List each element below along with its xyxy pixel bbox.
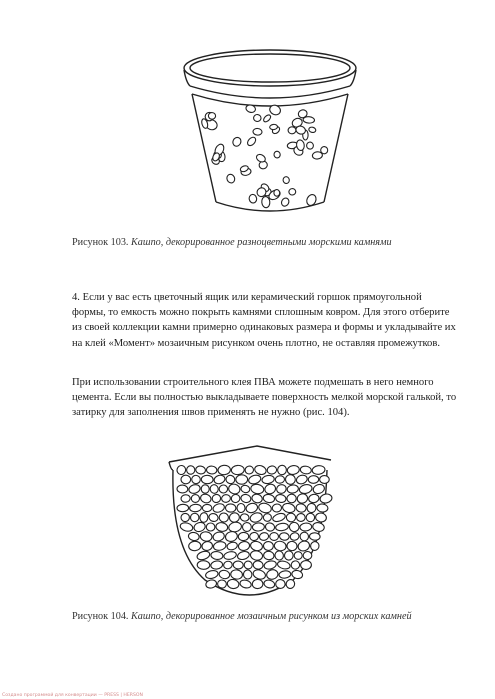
pebble xyxy=(277,560,291,570)
pebble xyxy=(233,561,244,569)
pebble xyxy=(186,465,195,475)
pebble xyxy=(221,494,231,503)
pebble xyxy=(253,114,261,122)
pebble xyxy=(177,504,189,512)
pot-drawing xyxy=(180,30,360,230)
pebble xyxy=(177,485,188,493)
pebble xyxy=(319,493,333,504)
pebble xyxy=(240,493,252,503)
pebble xyxy=(285,578,296,589)
pebble xyxy=(287,484,299,493)
pebble xyxy=(219,485,228,493)
pebble xyxy=(191,495,199,503)
pebble xyxy=(295,503,306,513)
pebble xyxy=(279,532,289,541)
pebble xyxy=(249,532,259,541)
pebble xyxy=(243,569,253,579)
pebble xyxy=(224,530,238,542)
pebble xyxy=(294,551,303,559)
pebble xyxy=(201,475,213,484)
pebble xyxy=(274,540,287,551)
pebble xyxy=(231,465,244,475)
pebble xyxy=(189,504,201,512)
pebble xyxy=(308,126,316,133)
pebble xyxy=(217,580,227,589)
pebble xyxy=(263,541,273,550)
pebble xyxy=(288,521,300,533)
pebble xyxy=(237,503,245,512)
pebble xyxy=(188,541,201,551)
pebble xyxy=(250,483,264,494)
pebble xyxy=(280,197,290,208)
pebble xyxy=(270,533,279,541)
pebble xyxy=(305,512,316,523)
pebble xyxy=(199,531,212,542)
pebble xyxy=(277,465,287,475)
pebble xyxy=(206,523,215,531)
pebble xyxy=(320,476,330,484)
paragraph-2: При использовании строительного клея ПВА можете подмешать в него немного цемента. Если вы полностью выкладываете поверхность мелкой морской галькой, то затирку для заполнения швов применять не нужно (рис. 104). xyxy=(72,377,457,419)
pebble xyxy=(312,522,325,533)
pebble xyxy=(263,551,274,561)
pebble xyxy=(212,502,226,513)
pebble xyxy=(213,474,226,485)
pebble xyxy=(282,502,296,514)
figure-103-number: Рисунок 103. xyxy=(72,237,129,248)
pebble xyxy=(295,474,308,485)
pebble xyxy=(275,523,289,532)
pebble xyxy=(253,560,264,569)
pebble xyxy=(300,465,312,474)
pebble xyxy=(263,513,272,522)
pebble xyxy=(191,475,201,485)
pebble xyxy=(208,112,216,119)
pebble xyxy=(181,513,190,522)
pebble xyxy=(254,464,268,476)
pebble xyxy=(188,483,201,494)
pebble xyxy=(181,494,191,502)
pebble xyxy=(206,466,217,475)
pebble xyxy=(312,465,326,475)
pebble xyxy=(258,502,273,515)
pebble xyxy=(317,504,329,513)
pebble xyxy=(250,540,264,552)
pebble xyxy=(215,522,228,533)
pebble xyxy=(276,580,286,589)
pebble xyxy=(205,579,217,589)
pebble xyxy=(202,504,212,512)
pebble xyxy=(284,550,294,560)
pebble xyxy=(272,504,282,513)
pebble xyxy=(197,561,210,570)
figure-103-illustration xyxy=(180,30,360,230)
pebble xyxy=(315,512,327,522)
pebble xyxy=(245,502,259,514)
pebble xyxy=(275,494,287,504)
pebble xyxy=(246,136,257,147)
pebble xyxy=(205,569,219,579)
figure-104-number: Рисунок 104. xyxy=(72,611,129,622)
pebble xyxy=(252,568,267,580)
pebble xyxy=(190,513,200,523)
pebble xyxy=(199,493,212,504)
pebble xyxy=(208,512,219,522)
pebble xyxy=(308,493,320,503)
figure-104-caption xyxy=(72,611,472,622)
pebble xyxy=(236,475,248,485)
pebble xyxy=(300,560,311,569)
pebble xyxy=(261,474,275,484)
pebble xyxy=(269,124,277,130)
pebble xyxy=(252,523,265,532)
pebble xyxy=(210,551,223,560)
pebble xyxy=(289,188,296,195)
pebble xyxy=(307,503,316,513)
pebble xyxy=(242,522,252,532)
pebble xyxy=(244,465,254,475)
pebble xyxy=(309,540,320,551)
pebble xyxy=(223,560,233,569)
pebble xyxy=(223,551,237,561)
pebble xyxy=(201,485,209,494)
pebble xyxy=(288,127,296,134)
pebble xyxy=(228,521,242,533)
pebble xyxy=(226,541,238,551)
pebble xyxy=(263,579,275,589)
pebble xyxy=(252,579,263,589)
pebble xyxy=(308,476,319,484)
pebble xyxy=(306,141,314,150)
pebble xyxy=(230,493,240,503)
pebble xyxy=(237,550,251,560)
pebble xyxy=(209,484,219,494)
pebble xyxy=(312,483,326,495)
figure-103-caption xyxy=(72,237,472,248)
pebble xyxy=(228,512,240,524)
mosaic-pot-drawing xyxy=(165,440,335,600)
pebble xyxy=(287,465,300,476)
figure-103-text: Кашпо, декорированное разноцветными морскими камнями xyxy=(131,237,392,248)
pebble xyxy=(176,465,187,476)
pebble xyxy=(218,569,230,579)
pebble xyxy=(230,569,243,580)
pebble xyxy=(218,465,231,475)
pebble xyxy=(286,541,297,552)
pebble xyxy=(276,483,288,494)
pebble xyxy=(225,173,236,184)
pebble xyxy=(239,579,252,589)
pebble xyxy=(264,522,275,532)
pebble xyxy=(272,512,287,523)
pebble xyxy=(240,484,250,493)
pebble xyxy=(279,570,291,578)
pebble xyxy=(199,512,208,522)
pebble xyxy=(286,513,296,522)
pebble xyxy=(238,532,249,541)
pebble xyxy=(296,493,309,505)
pebble xyxy=(243,560,253,570)
pebble xyxy=(297,540,311,553)
pebble xyxy=(188,531,200,541)
pebble xyxy=(264,483,277,495)
pebble xyxy=(309,532,320,540)
footer-watermark: Создано программой для конвертации — PRESS | HERSON xyxy=(2,693,143,698)
pebble xyxy=(179,521,193,532)
pebble xyxy=(290,560,300,570)
pebble xyxy=(227,579,240,590)
pebble xyxy=(211,493,221,503)
pebble xyxy=(213,541,227,551)
pebble xyxy=(210,560,223,570)
pebble xyxy=(181,475,191,484)
pebble xyxy=(274,550,284,561)
pebble xyxy=(267,465,277,474)
pebble xyxy=(251,493,263,504)
pebble xyxy=(283,176,290,184)
pebble xyxy=(303,551,312,559)
pebble xyxy=(231,136,242,147)
pebble xyxy=(250,550,264,562)
pebble xyxy=(253,128,263,135)
pebble xyxy=(285,474,297,486)
pebble xyxy=(238,541,251,552)
pebble xyxy=(228,483,241,495)
pebble xyxy=(289,532,299,541)
pebble xyxy=(195,465,206,474)
pebble xyxy=(275,475,285,483)
pebble xyxy=(263,560,277,571)
pebble xyxy=(312,151,323,159)
pebble xyxy=(240,513,250,522)
pebble xyxy=(300,523,313,532)
figure-104-illustration xyxy=(165,440,335,600)
pebble xyxy=(298,483,313,494)
figure-104-text: Кашпо, декорированное мозаичным рисунком из морских камней xyxy=(131,611,412,622)
pebble xyxy=(297,514,306,522)
pebble xyxy=(225,474,236,484)
pebble xyxy=(262,114,272,123)
pebble xyxy=(274,189,280,196)
pebble xyxy=(212,531,225,543)
pebble xyxy=(259,532,270,542)
pebble xyxy=(219,513,229,523)
paragraph-1: 4. Если у вас есть цветочный ящик или керамический горшок прямоугольной формы, то емкость можно покрыть камнями сплошным ковром. Для этого отберите из своей коллекции камни примерно одинаковых размера и формы и укладывайте их на клей «Момент» мозаичным рисунком очень плотно, не оставляя промежутков. xyxy=(72,292,456,349)
pebble xyxy=(273,151,280,159)
pebble xyxy=(266,569,279,581)
pebble xyxy=(225,504,236,513)
pebble xyxy=(248,194,257,204)
pebble xyxy=(287,494,297,503)
pebble xyxy=(196,550,211,561)
pebble xyxy=(300,532,309,542)
pebble xyxy=(263,494,276,504)
pebble xyxy=(248,474,262,485)
pebble xyxy=(201,540,213,551)
